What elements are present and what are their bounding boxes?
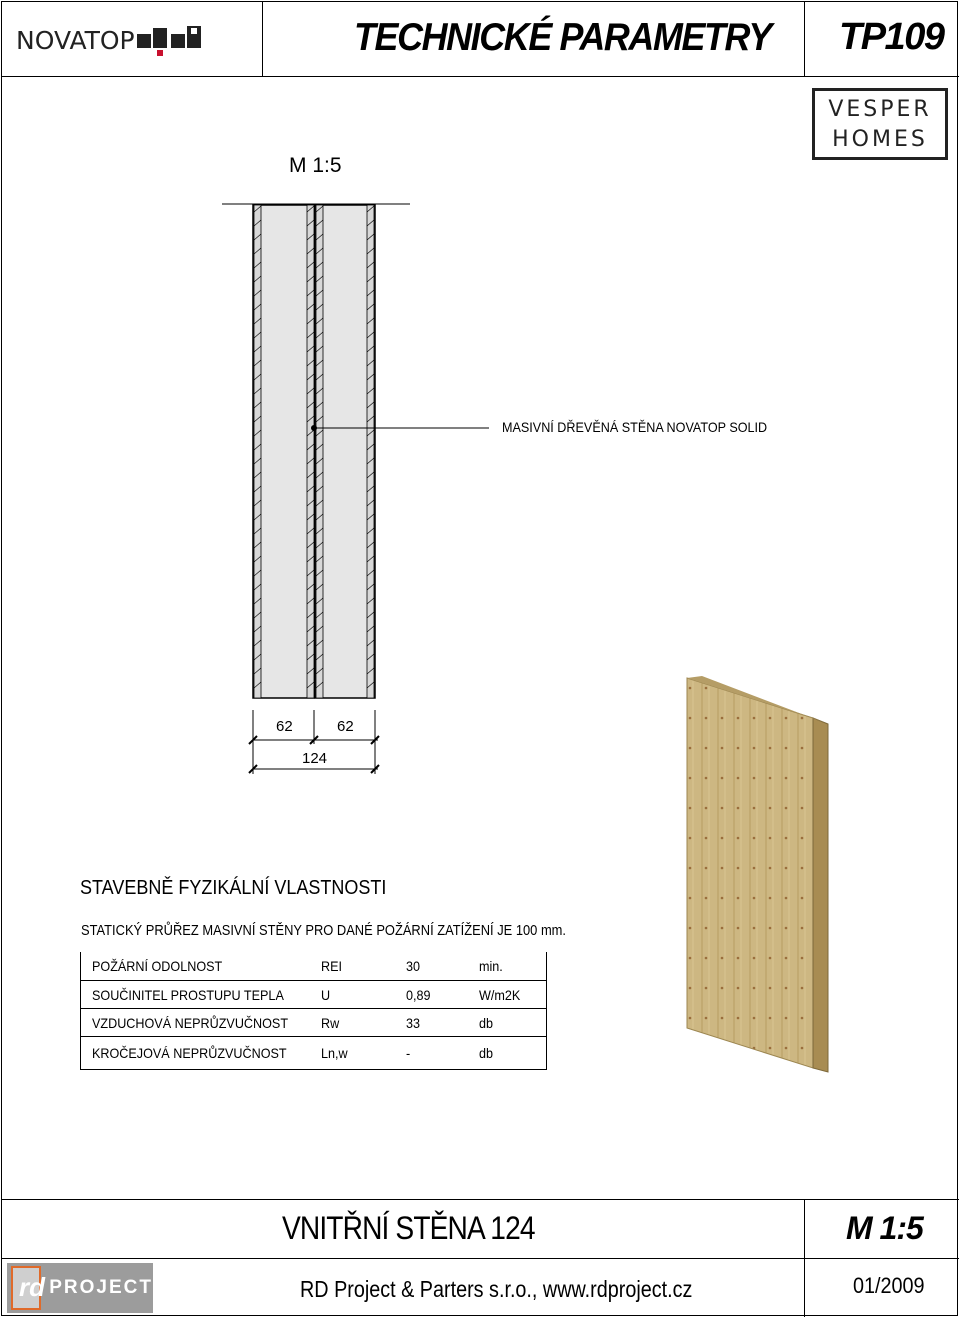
property-value: [406, 952, 479, 980]
property-row: [81, 952, 547, 980]
property-value: [406, 1008, 479, 1036]
property-symbol: [321, 1036, 406, 1069]
footer-divider: [2, 1258, 959, 1259]
drawing-sheet: [1, 1, 958, 1316]
property-row: [81, 980, 547, 1008]
property-row: [81, 1036, 547, 1069]
property-name-text: KROČEJOVÁ NEPRŮZVUČNOST: [92, 1044, 287, 1061]
property-symbol: [321, 1008, 406, 1036]
property-name-text: VZDUCHOVÁ NEPRŮZVUČNOST: [92, 1014, 289, 1031]
footer-scale: M 1:5: [846, 1210, 923, 1246]
page-title: TECHNICKÉ PARAMETRY: [354, 16, 771, 59]
property-value-text: 30: [405, 958, 420, 974]
property-name: [81, 980, 321, 1008]
property-symbol-text: Ln,w: [320, 1044, 348, 1061]
vesper-logo-line1: VESPER: [828, 97, 932, 122]
drawing-name: VNITŘNÍ STĚNA 124: [282, 1210, 535, 1246]
dimension-right: 62: [337, 718, 354, 735]
property-unit-text: db: [478, 1044, 493, 1061]
wood-panel-illustration: [682, 676, 832, 1076]
property-symbol-text: Rw: [320, 1014, 339, 1031]
rd-logo-word: PROJECT: [49, 1277, 153, 1298]
novatop-logo-text: NOVATOP: [16, 25, 135, 55]
property-name: [81, 1008, 321, 1036]
property-symbol-text: REI: [320, 958, 342, 974]
property-unit: [479, 1008, 547, 1036]
property-symbol: [321, 980, 406, 1008]
property-row: [81, 1008, 547, 1036]
rd-mark-icon: [11, 1266, 45, 1310]
rd-mark-text: rd: [19, 1272, 45, 1302]
property-unit-text: W/m2K: [478, 986, 520, 1003]
vesper-logo-line2: HOMES: [832, 127, 928, 152]
properties-heading: STAVEBNĚ FYZIKÁLNÍ VLASTNOSTI: [80, 877, 387, 899]
dimension-total: 124: [302, 750, 328, 767]
property-unit: [479, 1036, 547, 1069]
wall-callout-label: MASIVNÍ DŘEVĚNÁ STĚNA NOVATOP SOLID: [502, 419, 768, 435]
property-name: [81, 1036, 321, 1069]
property-value-text: 0,89: [405, 986, 431, 1003]
property-unit: [479, 980, 547, 1008]
footer-divider: [2, 1199, 959, 1200]
company-info: RD Project & Parters s.r.o., www.rdproject.cz: [300, 1276, 693, 1302]
property-unit-text: db: [478, 1014, 493, 1031]
property-name-text: SOUČINITEL PROSTUPU TEPLA: [92, 986, 284, 1003]
drawing-date: 01/2009: [853, 1273, 925, 1298]
dimension-left: 62: [276, 718, 293, 735]
property-name-text: POŽÁRNÍ ODOLNOST: [92, 958, 223, 974]
properties-table: [80, 952, 547, 1070]
property-symbol-text: U: [320, 986, 330, 1003]
property-unit-text: min.: [478, 958, 503, 974]
property-value: [406, 1036, 479, 1069]
property-value-text: 33: [405, 1014, 420, 1031]
document-code: TP109: [839, 16, 944, 58]
property-value: [406, 980, 479, 1008]
rd-project-logo: [7, 1263, 153, 1313]
property-name: [81, 952, 321, 980]
footer-col-divider: [804, 1199, 805, 1317]
static-note: STATICKÝ PRŮŘEZ MASIVNÍ STĚNY PRO DANÉ POŽÁRNÍ ZATÍŽENÍ JE 100 mm.: [81, 922, 567, 939]
drawing-scale: M 1:5: [289, 154, 342, 177]
property-value-text: -: [405, 1044, 410, 1061]
property-unit: [479, 952, 547, 980]
property-symbol: [321, 952, 406, 980]
